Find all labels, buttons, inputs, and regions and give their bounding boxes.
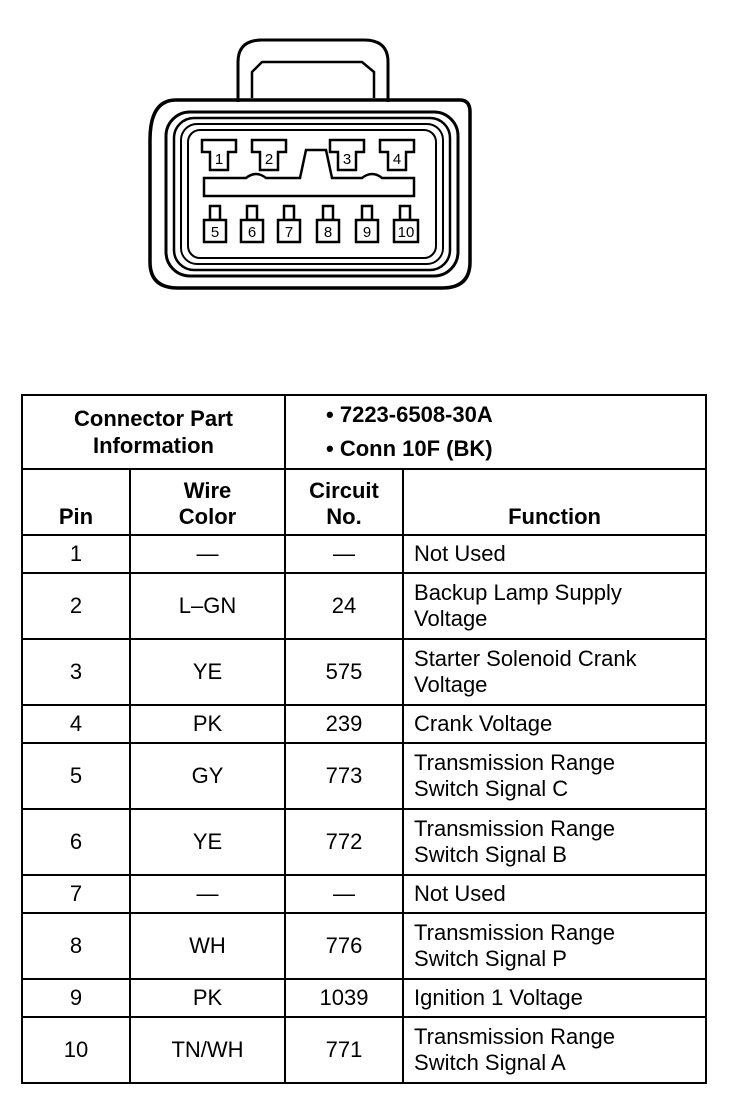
function-line: Transmission Range bbox=[414, 920, 615, 945]
pin-label-5: 5 bbox=[210, 224, 220, 241]
pin-cell: 2 bbox=[22, 573, 130, 639]
part-number: 7223-6508-30A bbox=[339, 402, 493, 427]
function-line: Voltage bbox=[414, 672, 488, 697]
wire-color-cell: GY bbox=[130, 743, 285, 809]
wire-color-cell: L–GN bbox=[130, 573, 285, 639]
function-cell bbox=[403, 573, 706, 639]
connector-face-diagram bbox=[0, 0, 736, 330]
wire-color-cell: PK bbox=[130, 979, 285, 1017]
connector-info-label bbox=[22, 395, 285, 469]
pin-label-8: 8 bbox=[323, 224, 333, 241]
circuit-cell: 24 bbox=[285, 573, 403, 639]
function-line: Voltage bbox=[414, 606, 488, 631]
pin-cell: 5 bbox=[22, 743, 130, 809]
pin-cell: 10 bbox=[22, 1017, 130, 1083]
header-function: Function bbox=[403, 469, 706, 535]
function-cell bbox=[403, 743, 706, 809]
connector-info-label-line2: Information bbox=[93, 433, 214, 458]
wire-color-cell: PK bbox=[130, 705, 285, 743]
pin-label-4: 4 bbox=[392, 151, 402, 168]
connector-info-row bbox=[22, 395, 706, 469]
function-line: Backup Lamp Supply bbox=[414, 580, 622, 605]
table-row bbox=[22, 809, 706, 875]
pin-label-10: 10 bbox=[397, 224, 415, 241]
function-cell bbox=[403, 1017, 706, 1083]
circuit-cell: 771 bbox=[285, 1017, 403, 1083]
connector-info-values bbox=[285, 395, 706, 469]
function-cell bbox=[403, 875, 706, 913]
pin-cell: 3 bbox=[22, 639, 130, 705]
function-line: Switch Signal P bbox=[414, 946, 567, 971]
function-cell bbox=[403, 809, 706, 875]
circuit-cell: 239 bbox=[285, 705, 403, 743]
pin-label-1: 1 bbox=[214, 151, 224, 168]
table-row bbox=[22, 979, 706, 1017]
wire-color-cell: WH bbox=[130, 913, 285, 979]
pin-label-2: 2 bbox=[264, 151, 274, 168]
header-circuit-no bbox=[285, 469, 403, 535]
pin-cell: 7 bbox=[22, 875, 130, 913]
pin-cell: 9 bbox=[22, 979, 130, 1017]
table-row bbox=[22, 705, 706, 743]
header-wire-color bbox=[130, 469, 285, 535]
function-cell bbox=[403, 979, 706, 1017]
function-line: Ignition 1 Voltage bbox=[414, 985, 583, 1010]
table-row bbox=[22, 875, 706, 913]
function-line: Not Used bbox=[414, 541, 506, 566]
table-row bbox=[22, 573, 706, 639]
circuit-cell: 776 bbox=[285, 913, 403, 979]
header-wire-color-line1: Wire bbox=[183, 478, 232, 503]
circuit-cell: — bbox=[285, 875, 403, 913]
header-pin: Pin bbox=[22, 469, 130, 535]
function-line: Switch Signal C bbox=[414, 776, 569, 801]
table-row bbox=[22, 1017, 706, 1083]
pin-label-6: 6 bbox=[247, 224, 257, 241]
wire-color-cell: YE bbox=[130, 639, 285, 705]
function-cell bbox=[403, 639, 706, 705]
pin-cell: 8 bbox=[22, 913, 130, 979]
function-cell bbox=[403, 535, 706, 573]
part-number-bullet: • 7223-6508-30A bbox=[326, 402, 493, 427]
conn-type-bullet: • Conn 10F (BK) bbox=[326, 436, 493, 461]
pin-label-9: 9 bbox=[362, 224, 372, 241]
pin-label-7: 7 bbox=[284, 224, 294, 241]
pin-label-3: 3 bbox=[342, 151, 352, 168]
pin-cell: 6 bbox=[22, 809, 130, 875]
wire-color-cell: YE bbox=[130, 809, 285, 875]
function-line: Switch Signal B bbox=[414, 842, 567, 867]
function-line: Not Used bbox=[414, 881, 506, 906]
function-line: Switch Signal A bbox=[414, 1050, 566, 1075]
table-row bbox=[22, 913, 706, 979]
header-circuit-line1: Circuit bbox=[309, 478, 379, 503]
table-row bbox=[22, 639, 706, 705]
circuit-cell: — bbox=[285, 535, 403, 573]
pinout-table bbox=[21, 394, 707, 1084]
circuit-cell: 772 bbox=[285, 809, 403, 875]
function-line: Transmission Range bbox=[414, 816, 615, 841]
table-row bbox=[22, 743, 706, 809]
wire-color-cell: — bbox=[130, 875, 285, 913]
header-wire-color-line2: Color bbox=[178, 504, 237, 529]
circuit-cell: 1039 bbox=[285, 979, 403, 1017]
circuit-cell: 773 bbox=[285, 743, 403, 809]
function-cell bbox=[403, 913, 706, 979]
circuit-cell: 575 bbox=[285, 639, 403, 705]
pin-cell: 1 bbox=[22, 535, 130, 573]
connector-info-label-line1: Connector Part bbox=[74, 406, 233, 431]
function-line: Transmission Range bbox=[414, 750, 615, 775]
connector-type: Conn 10F (BK) bbox=[339, 436, 493, 461]
pin-cell: 4 bbox=[22, 705, 130, 743]
header-circuit-line2: No. bbox=[326, 504, 362, 529]
table-row bbox=[22, 535, 706, 573]
wire-color-cell: — bbox=[130, 535, 285, 573]
function-line: Transmission Range bbox=[414, 1024, 615, 1049]
function-line: Crank Voltage bbox=[414, 711, 553, 736]
wire-color-cell: TN/WH bbox=[130, 1017, 285, 1083]
column-header-row bbox=[22, 469, 706, 535]
function-line: Starter Solenoid Crank bbox=[414, 646, 637, 671]
function-cell bbox=[403, 705, 706, 743]
